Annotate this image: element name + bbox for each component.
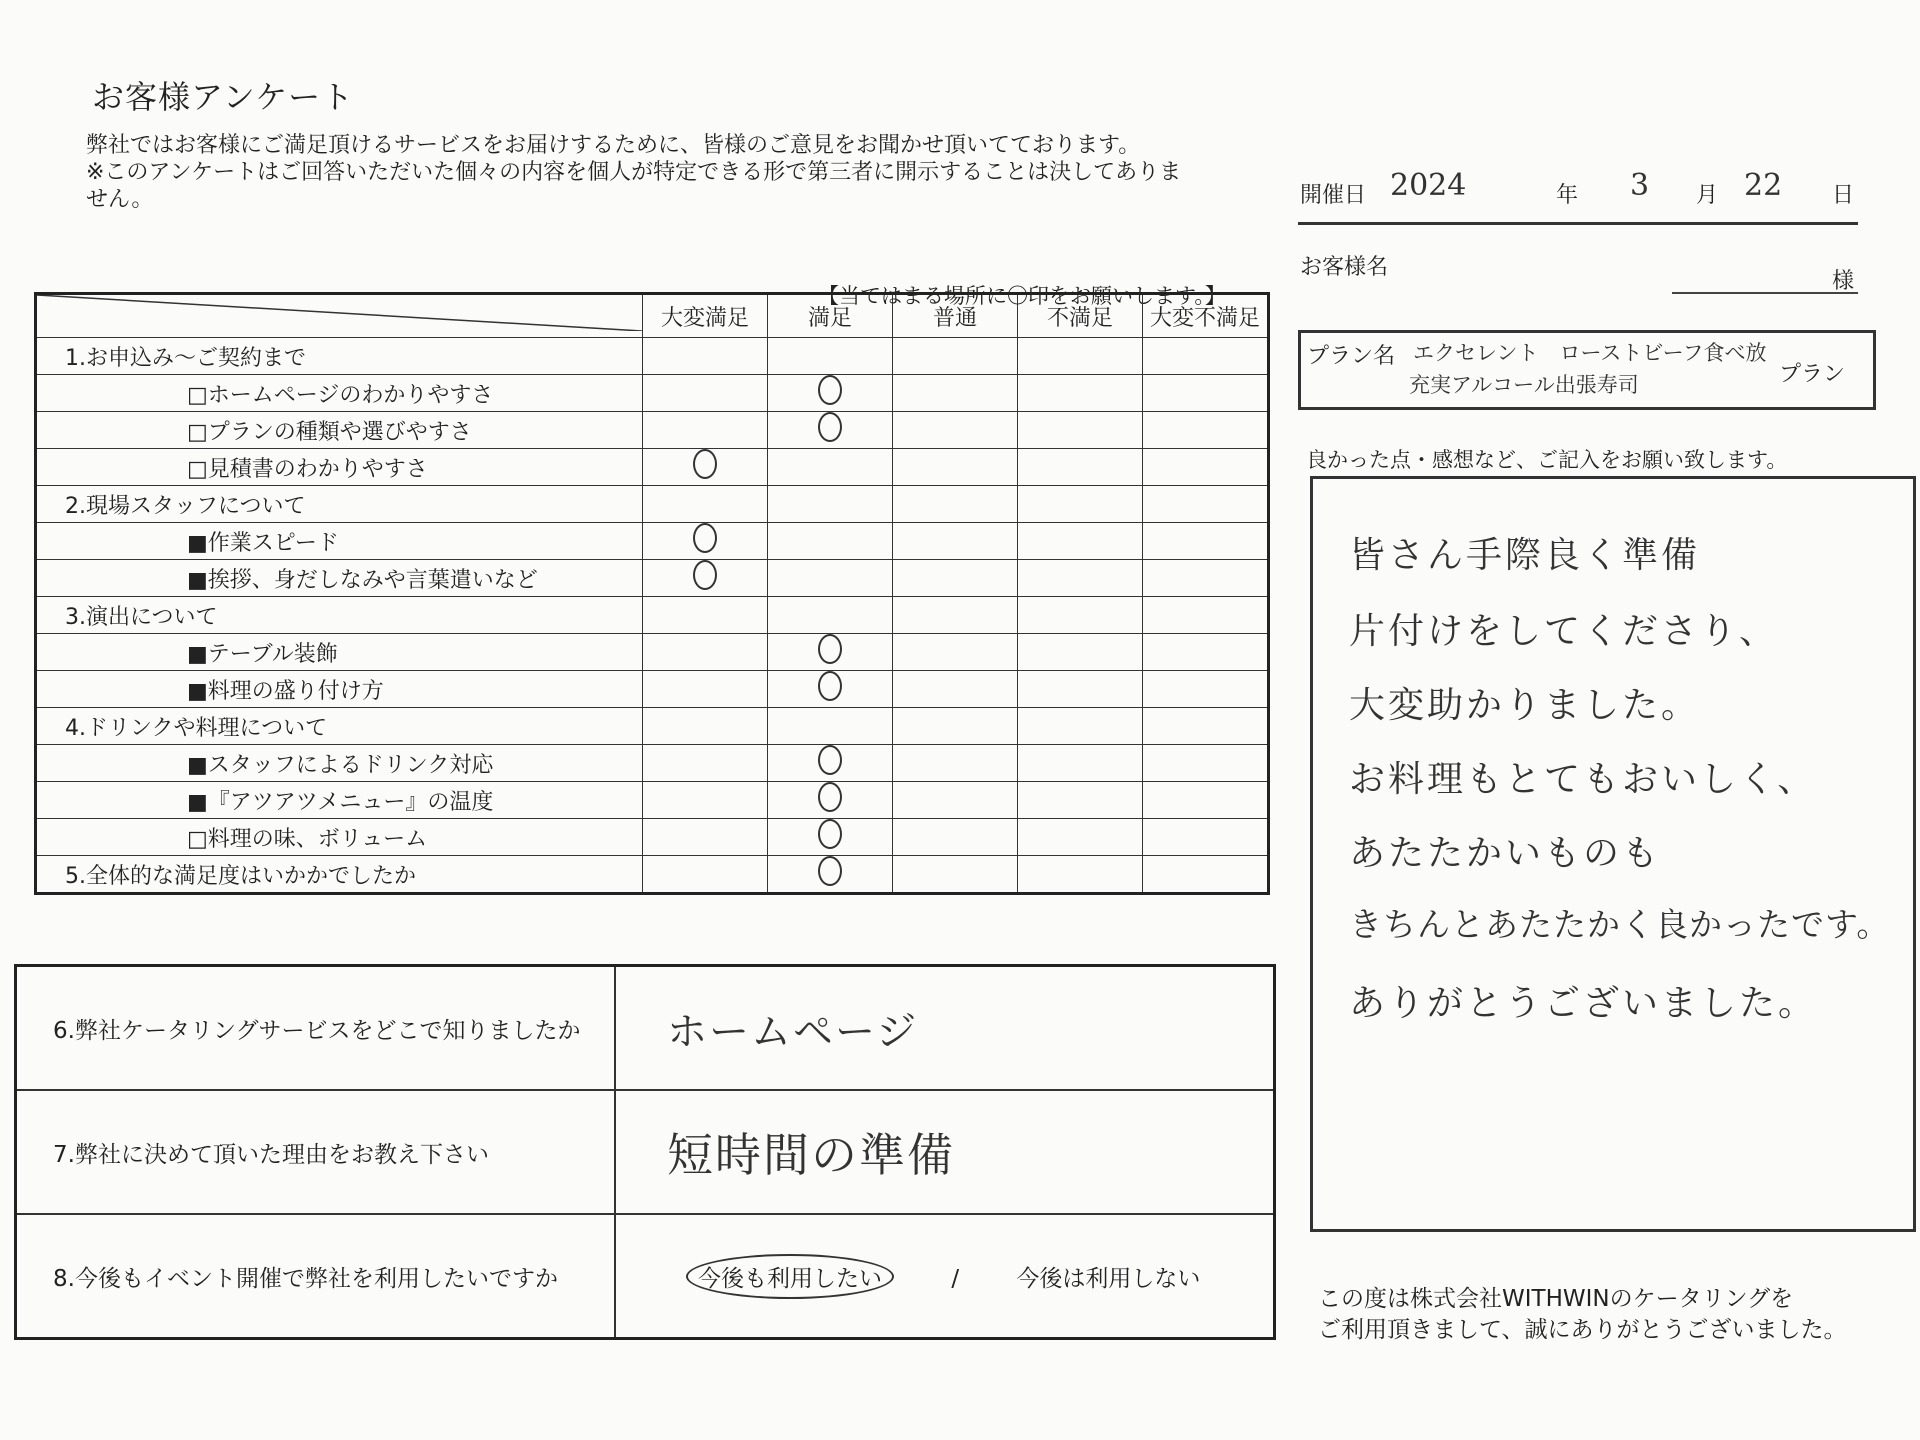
rating-row-label: 1.お申込み～ご契約まで [36, 338, 643, 375]
rating-cell[interactable] [643, 856, 768, 894]
circle-mark-icon [693, 449, 717, 479]
circle-mark-icon [818, 745, 842, 775]
rating-cell[interactable] [1143, 560, 1269, 597]
rating-cell[interactable] [768, 856, 893, 894]
rating-row-label: ■料理の盛り付け方 [36, 671, 643, 708]
rating-cell[interactable] [1143, 671, 1269, 708]
rating-cell[interactable] [893, 523, 1018, 560]
rating-cell[interactable] [643, 819, 768, 856]
circle-mark-icon [818, 412, 842, 442]
rating-row-label: □見積書のわかりやすさ [36, 449, 643, 486]
thanks-message [1318, 1284, 1847, 1346]
rating-item-row [36, 523, 1269, 560]
rating-cell[interactable] [643, 412, 768, 449]
rating-cell[interactable] [893, 634, 1018, 671]
rating-cell[interactable] [768, 523, 893, 560]
month-unit: 月 [1696, 183, 1719, 208]
q6-answer: ホームページ [667, 1008, 919, 1055]
customer-name-row [1298, 246, 1858, 292]
question-row-8 [16, 1214, 1275, 1339]
day-unit: 日 [1832, 183, 1855, 208]
rating-cell[interactable] [1018, 819, 1143, 856]
rating-cell[interactable] [1018, 671, 1143, 708]
rating-cell[interactable] [1143, 412, 1269, 449]
rating-cell[interactable] [1143, 819, 1269, 856]
intro-line-3: せん。 [86, 187, 154, 212]
rating-item-row [36, 819, 1269, 856]
rating-cell[interactable] [643, 523, 768, 560]
rating-cell[interactable] [893, 375, 1018, 412]
rating-cell[interactable] [1143, 634, 1269, 671]
rating-row-label: 3.演出について [36, 597, 643, 634]
rating-row-label: □プランの種類や選びやすさ [36, 412, 643, 449]
rating-cell[interactable] [893, 560, 1018, 597]
rating-cell[interactable] [893, 708, 1018, 745]
q7-label: 7.弊社に決めて頂いた理由をお教え下さい [16, 1090, 616, 1214]
circle-mark-icon [818, 634, 842, 664]
circle-mark-icon [818, 375, 842, 405]
question-row-6 [16, 966, 1275, 1091]
rating-cell[interactable] [893, 819, 1018, 856]
q7-answer-cell[interactable] [615, 1090, 1275, 1214]
rating-row-label: □料理の味、ボリューム [36, 819, 643, 856]
event-date-row [1298, 160, 1858, 225]
rating-cell[interactable] [1018, 560, 1143, 597]
intro-text [86, 132, 1246, 213]
rating-item-row [36, 671, 1269, 708]
q8-options [615, 1214, 1275, 1339]
rating-cell[interactable] [893, 338, 1018, 375]
plan-name-box [1298, 330, 1876, 410]
rating-cell[interactable] [1018, 412, 1143, 449]
satisfaction-table [34, 292, 1270, 895]
rating-cell[interactable] [768, 782, 893, 819]
rating-cell[interactable] [643, 338, 768, 375]
rating-cell[interactable] [643, 782, 768, 819]
rating-cell[interactable] [1143, 486, 1269, 523]
rating-cell[interactable] [768, 375, 893, 412]
rating-cell[interactable] [893, 449, 1018, 486]
intro-line-1: 弊社ではお客様にご満足頂けるサービスをお届けするために、皆様のご意見をお聞かせ頂いてております。 [86, 133, 1141, 158]
col-neutral: 普通 [893, 294, 1018, 338]
q8-separator: / [951, 1265, 960, 1292]
q8-option-yes[interactable]: 今後も利用したい [686, 1254, 894, 1299]
rating-cell[interactable] [643, 375, 768, 412]
rating-cell[interactable] [1018, 782, 1143, 819]
comment-line: ありがとうございました。 [1349, 983, 1818, 1024]
rating-section-row [36, 338, 1269, 375]
header-diagonal-cell [36, 294, 643, 338]
col-very-unsatisfied: 大変不満足 [1143, 294, 1269, 338]
rating-cell[interactable] [768, 560, 893, 597]
col-unsatisfied: 不満足 [1018, 294, 1143, 338]
rating-cell[interactable] [1143, 856, 1269, 894]
plan-label: プラン名 [1307, 344, 1396, 369]
rating-cell[interactable] [893, 486, 1018, 523]
customer-name-underline[interactable] [1672, 292, 1858, 294]
col-satisfied: 満足 [768, 294, 893, 338]
intro-line-2: ※このアンケートはご回答いただいた個々の内容を個人が特定できる形で第三者に開示することは決してありま [86, 160, 1182, 185]
rating-row-label: ■作業スピード [36, 523, 643, 560]
rating-item-row [36, 412, 1269, 449]
rating-section-row [36, 486, 1269, 523]
rating-cell[interactable] [1018, 634, 1143, 671]
rating-row-label: ■挨拶、身だしなみや言葉遣いなど [36, 560, 643, 597]
comment-line: 皆さん手際良く準備 [1349, 535, 1701, 576]
rating-row-label: 5.全体的な満足度はいかかでしたか [36, 856, 643, 894]
q8-label: 8.今後もイベント開催で弊社を利用したいですか [16, 1214, 616, 1339]
comment-line: お料理もとてもおいしく、 [1349, 759, 1817, 800]
rating-section-row [36, 856, 1269, 894]
circle-mark-icon [818, 856, 842, 886]
circle-mark-icon [818, 819, 842, 849]
rating-cell[interactable] [1143, 523, 1269, 560]
rating-cell[interactable] [643, 560, 768, 597]
thanks-line-2: ご利用頂きまして、誠にありがとうございました。 [1318, 1317, 1847, 1343]
q6-answer-cell[interactable] [615, 966, 1275, 1091]
rating-row-label: ■テーブル装飾 [36, 634, 643, 671]
comment-caption: 良かった点・感想など、ご記入をお願い致します。 [1306, 448, 1788, 472]
rating-cell[interactable] [768, 597, 893, 634]
rating-cell[interactable] [1018, 523, 1143, 560]
rating-cell[interactable] [1018, 449, 1143, 486]
rating-cell[interactable] [893, 671, 1018, 708]
rating-cell[interactable] [643, 745, 768, 782]
rating-cell[interactable] [1018, 375, 1143, 412]
rating-cell[interactable] [1143, 745, 1269, 782]
rating-cell[interactable] [893, 782, 1018, 819]
plan-suffix: プラン [1779, 362, 1846, 387]
rating-cell[interactable] [893, 597, 1018, 634]
customer-suffix: 様 [1832, 269, 1855, 294]
rating-cell[interactable] [768, 634, 893, 671]
rating-cell[interactable] [768, 671, 893, 708]
rating-cell[interactable] [1143, 597, 1269, 634]
comment-line: あたたかいものも [1349, 833, 1662, 874]
rating-cell[interactable] [643, 486, 768, 523]
rating-item-row [36, 560, 1269, 597]
rating-cell[interactable] [1018, 486, 1143, 523]
comment-line: きちんとあたたかく良かったです。 [1349, 905, 1891, 944]
q7-answer: 短時間の準備 [667, 1128, 955, 1182]
rating-cell[interactable] [1143, 338, 1269, 375]
rating-row-label: 2.現場スタッフについて [36, 486, 643, 523]
circle-mark-icon [818, 782, 842, 812]
rating-cell[interactable] [643, 634, 768, 671]
rating-cell[interactable] [768, 449, 893, 486]
rating-item-row [36, 449, 1269, 486]
rating-cell[interactable] [1143, 449, 1269, 486]
rating-cell[interactable] [1018, 597, 1143, 634]
comment-line: 大変助かりました。 [1349, 685, 1701, 726]
rating-cell[interactable] [1143, 375, 1269, 412]
rating-cell[interactable] [1018, 338, 1143, 375]
diagonal-line [37, 295, 642, 331]
rating-header-row [36, 294, 1269, 338]
page-title: お客様アンケート [92, 78, 355, 116]
rating-row-label: ■スタッフによるドリンク対応 [36, 745, 643, 782]
rating-row-label: ■『アツアツメニュー』の温度 [36, 782, 643, 819]
q8-option-no[interactable]: 今後は利用しない [1016, 1265, 1201, 1292]
rating-cell[interactable] [1018, 745, 1143, 782]
circle-mark-icon [693, 560, 717, 590]
rating-cell[interactable] [893, 412, 1018, 449]
circle-mark-icon [693, 523, 717, 553]
rating-row-label: 4.ドリンクや料理について [36, 708, 643, 745]
thanks-line-1: この度は株式会社WITHWINのケータリングを [1318, 1286, 1794, 1312]
rating-item-row [36, 745, 1269, 782]
rating-cell[interactable] [643, 671, 768, 708]
rating-cell[interactable] [768, 338, 893, 375]
rating-item-row [36, 634, 1269, 671]
rating-cell[interactable] [768, 412, 893, 449]
day-value[interactable]: 22 [1744, 168, 1783, 203]
q6-label: 6.弊社ケータリングサービスをどこで知りましたか [16, 966, 616, 1091]
rating-cell[interactable] [893, 745, 1018, 782]
rating-row-label: □ホームページのわかりやすさ [36, 375, 643, 412]
rating-cell[interactable] [1018, 708, 1143, 745]
plan-line-1[interactable]: エクセレント ローストビーフ食べ放 [1413, 341, 1767, 365]
rating-cell[interactable] [643, 708, 768, 745]
rating-item-row [36, 375, 1269, 412]
rating-cell[interactable] [1143, 782, 1269, 819]
rating-cell[interactable] [1018, 856, 1143, 894]
question-table [14, 964, 1276, 1340]
rating-cell[interactable] [643, 449, 768, 486]
rating-section-row [36, 597, 1269, 634]
rating-instruction: 【当てはまる場所に〇印をお願いします。】 [818, 284, 1226, 308]
year-value[interactable]: 2024 [1390, 168, 1467, 203]
col-very-satisfied: 大変満足 [643, 294, 768, 338]
customer-label: お客様名 [1300, 255, 1389, 280]
rating-cell[interactable] [643, 597, 768, 634]
rating-body [36, 338, 1269, 894]
date-label: 開催日 [1300, 183, 1367, 208]
rating-cell[interactable] [768, 819, 893, 856]
plan-line-2[interactable]: 充実アルコール出張寿司 [1409, 373, 1639, 397]
year-unit: 年 [1556, 183, 1579, 208]
rating-section-row [36, 708, 1269, 745]
rating-cell[interactable] [1143, 708, 1269, 745]
circle-mark-icon [818, 671, 842, 701]
comment-box[interactable] [1310, 476, 1916, 1232]
rating-cell[interactable] [768, 745, 893, 782]
month-value[interactable]: 3 [1630, 168, 1650, 203]
rating-item-row [36, 782, 1269, 819]
rating-cell[interactable] [768, 486, 893, 523]
rating-cell[interactable] [893, 856, 1018, 894]
question-row-7 [16, 1090, 1275, 1214]
rating-cell[interactable] [768, 708, 893, 745]
comment-line: 片付けをしてくださり、 [1349, 611, 1779, 652]
